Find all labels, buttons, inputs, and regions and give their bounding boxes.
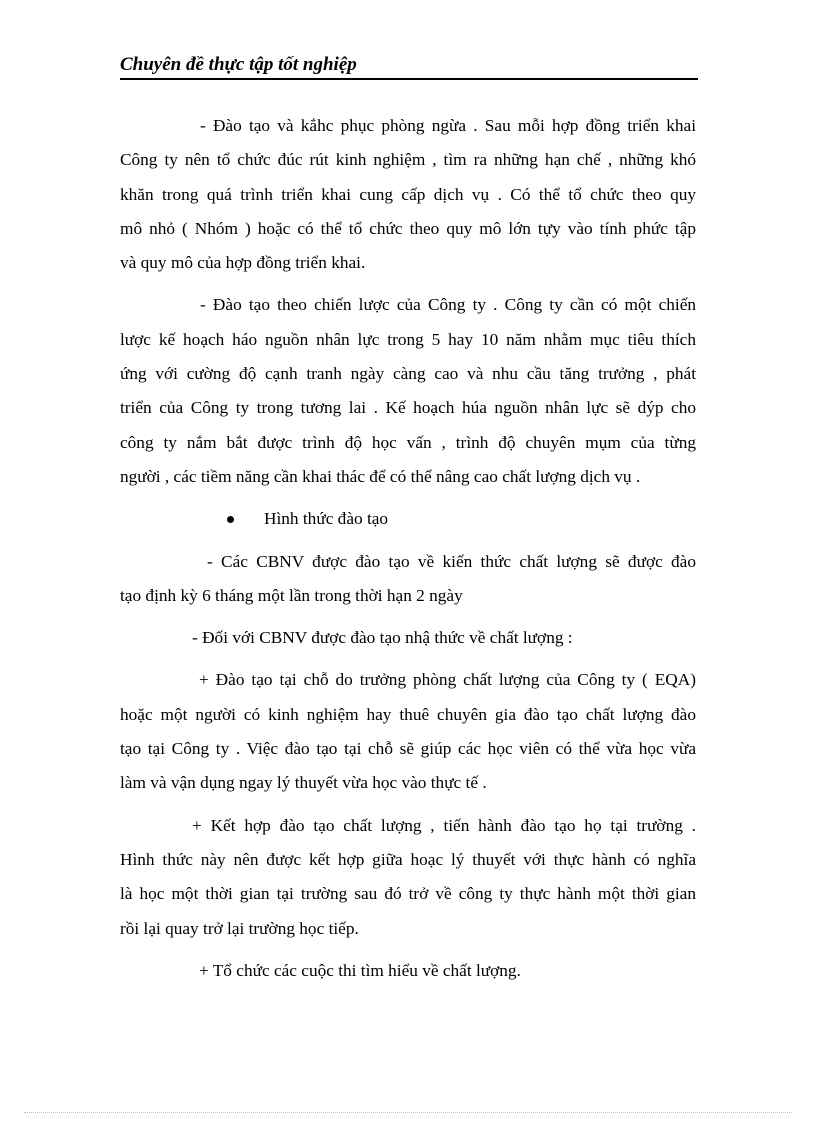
header-title: Chuyên đề thực tập tốt nghiệp	[120, 54, 357, 75]
text-line: tạo định kỳ 6 tháng một lần trong thời hạn 2 ngày	[120, 585, 463, 605]
text-line: - Các CBNV được đào tạo về kiến thức chất lượng sẽ được đào	[207, 551, 696, 571]
paragraph-onsite-training	[120, 663, 696, 800]
page-header	[120, 50, 698, 80]
bullet-item	[120, 502, 696, 536]
paragraph-cbnv-awareness	[120, 621, 696, 655]
paragraph-training-prevention	[120, 109, 696, 280]
text-line: và quy mô của hợp đồng triển khai.	[120, 253, 366, 273]
text-line: lược kế hoạch háo nguồn nhân lực trong 5 hay 10 năm nhằm mục tiêu thích	[120, 329, 696, 349]
paragraph-gap	[120, 946, 696, 954]
bullet-dot-icon	[227, 516, 234, 523]
text-line: ứng với cường độ cạnh tranh ngày càng cao và nhu cầu tăng trưởng , phát	[120, 364, 696, 384]
text-line: khăn trong quá trình triển khai cung cấp dịch vụ . Có thể tổ chức theo quy	[120, 184, 696, 204]
document-body	[120, 109, 696, 988]
paragraph-gap	[120, 280, 696, 288]
text-line: tạo tại Công ty . Việc đào tạo tại chỗ sẽ giúp các học viên có thể vừa học vừa	[120, 739, 696, 759]
paragraph-cbnv-knowledge	[120, 545, 696, 614]
text-line: Hình thức này nên được kết hợp giữa hoạc lý thuyết với thực hành có nghĩa	[120, 849, 696, 869]
page-bottom-rule	[24, 1112, 792, 1113]
text-line: Công ty nên tổ chức đúc rút kinh nghiệm , tìm ra những hạn chế , những khó	[120, 150, 696, 170]
text-line: + Đào tạo tại chỗ do trưởng phòng chất lượng của Công ty ( EQA)	[199, 670, 696, 690]
text-line: làm và vận dụng ngay lý thuyết vừa học vào thực tế .	[120, 773, 487, 793]
paragraph-gap	[120, 655, 696, 663]
bullet-text: Hình thức đào tạo	[264, 509, 389, 529]
text-line: hoặc một người có kinh nghiệm hay thuê chuyên gia đào tạo chất lượng đào	[120, 704, 696, 724]
text-line: là học một thời gian tại trường sau đó trở về công ty thực hành một thời gian	[120, 884, 696, 904]
paragraph-training-strategy	[120, 288, 696, 494]
text-line: rồi lại quay trở lại trường học tiếp.	[120, 918, 359, 938]
text-line: mô nhỏ ( Nhóm ) hoặc có thể tổ chức theo quy mô lớn tựy vào tính phức tập	[120, 218, 696, 238]
paragraph-quality-contest	[120, 954, 696, 988]
text-line: - Đối với CBNV được đào tạo nhậ thức về chất lượng :	[192, 628, 573, 648]
paragraph-gap	[120, 613, 696, 621]
paragraph-gap	[120, 537, 696, 545]
text-line: + Kết hợp đào tạo chất lượng , tiến hành đào tạo họ tại trường .	[192, 815, 696, 835]
text-line: người , các tiềm năng cần khai thác để có thể nâng cao chất lượng dịch vụ .	[120, 466, 641, 486]
text-line: công ty nắm bắt được trình độ học vấn , trình độ chuyên mụm của từng	[120, 432, 696, 452]
text-line: triển của Công ty trong tương lai . Kế hoạch húa nguồn nhân lực sẽ dýp cho	[120, 398, 696, 418]
paragraph-gap	[120, 494, 696, 502]
text-line: - Đào tạo và kắhc phục phòng ngừa . Sau mỗi hợp đồng triển khai	[200, 116, 696, 135]
text-line: - Đào tạo theo chiến lược của Công ty . Công ty cần có một chiến	[200, 295, 696, 315]
paragraph-gap	[120, 801, 696, 809]
paragraph-school-training	[120, 809, 696, 946]
text-line: + Tổ chức các cuộc thi tìm hiểu về chất lượng.	[199, 960, 521, 980]
